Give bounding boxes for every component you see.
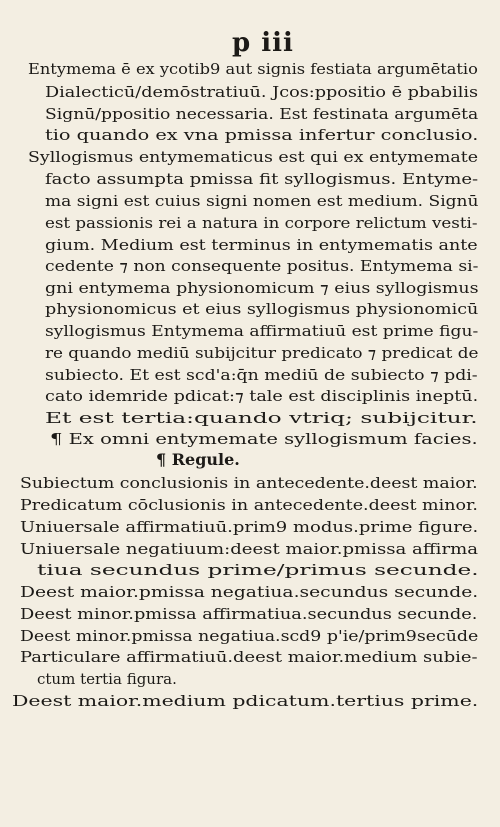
rule-line: Particulare affirmatiuū.deest maior.medium subie- [20,648,478,666]
text-line: subiecto. Et est scd'a:q̄n mediū de subiecto ⁊ pdi- [45,366,478,384]
rule-line: Deest maior.medium pdicatum.tertius prime. [12,692,479,710]
text-line: Et est tertia:quando vtriq; subijcitur. [45,409,478,427]
text-line: Syllogismus entymematicus est qui ex entymemate [28,148,478,166]
rule-line: Uniuersale negatiuum:deest maior.pmissa affirma [20,540,479,558]
rule-line: Subiectum conclusionis in antecedente.deest maior. [20,474,478,492]
text-line: ma signi est cuius signi nomen est medium. Signū [45,192,479,210]
text-line: gium. Medium est terminus in entymematis ante [45,236,478,254]
text-line: est passionis rei a natura in corpore relictum vesti- [45,214,478,232]
text-line: cedente ⁊ non consequente positus. Entymema si- [45,257,479,275]
page-signature: p iii [232,28,294,58]
rule-line: Deest maior.pmissa negatiua.secundus secunde. [20,583,479,601]
rule-line: Deest minor.pmissa affirmatiua.secundus secunde. [20,605,478,623]
rule-line: ctum tertia figura. [37,670,177,688]
text-line: physionomicus et eius syllogismus physionomicū [45,300,479,318]
text-line: re quando mediū subijcitur predicato ⁊ predicat de [45,344,479,362]
text-line: Dialecticū/demōstratiuū. Jcos:ppositio ē pbabilis [45,83,479,101]
text-line: syllogismus Entymema affirmatiuū est prime figu- [45,322,479,340]
rule-line: Predicatum cōclusionis in antecedente.deest minor. [20,496,478,514]
text-line: facto assumpta pmissa fit syllogismus. Entyme- [45,170,479,188]
text-line: tio quando ex vna pmissa infertur conclusio. [45,126,479,144]
text-line: Signū/ppositio necessaria. Est festinata argumēta [45,105,479,123]
text-line: cato idemride pdicat:⁊ tale est disciplinis ineptū. [45,387,479,405]
rule-line: Deest minor.pmissa negatiua.scd9 p'ie/prim9secūde [20,627,479,645]
text-line: Entymema ē ex ycotib9 aut signis festiata argumētatio [28,60,478,78]
text-line: ¶ Ex omni entymemate syllogismum facies. [50,430,478,448]
rule-line: tiua secundus prime/primus secunde. [37,561,479,579]
rule-line: Uniuersale affirmatiuū.prim9 modus.prime figure. [20,518,479,536]
section-heading: ¶ Regule. [156,450,240,469]
text-line: gni entymema physionomicum ⁊ eius syllogismus [45,279,479,297]
